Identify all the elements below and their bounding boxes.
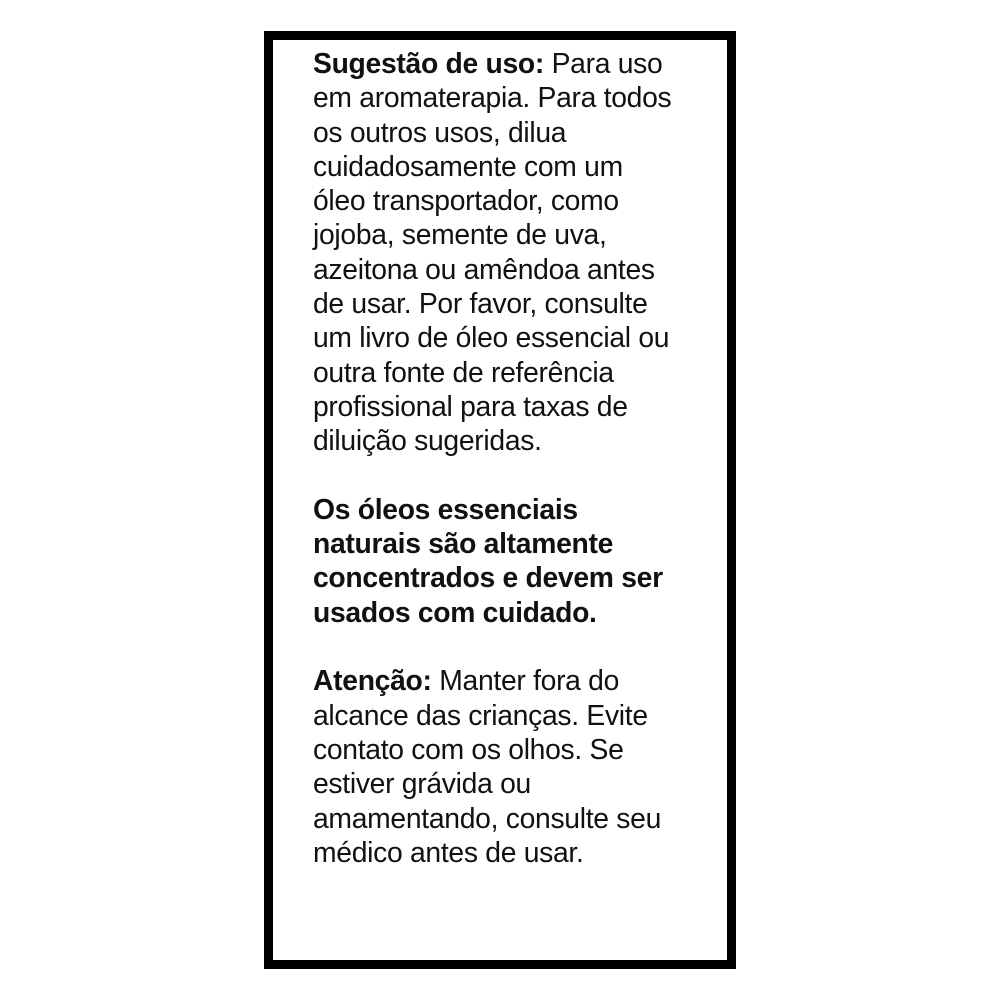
usage-line-1 [313, 46, 713, 80]
warning-heading: Atenção: [313, 664, 432, 697]
usage-heading: Sugestão de uso: [313, 47, 545, 79]
usage-line-4: cuidadosamente com um [313, 149, 623, 182]
warning-line-2: alcance das crianças. Evite [313, 698, 648, 731]
notice-section [313, 492, 713, 629]
usage-section [313, 46, 713, 458]
usage-line-9: um livro de óleo essencial ou [313, 321, 670, 354]
warning-line-1 [313, 663, 713, 697]
warning-line-3: contato com os olhos. Se [313, 732, 624, 765]
notice-line-4: usados com cuidado. [313, 595, 597, 628]
usage-line-11: profissional para taxas de [313, 389, 628, 422]
usage-text: Para uso [544, 47, 663, 79]
warning-section [313, 663, 713, 869]
warning-text: Manter fora do [431, 664, 620, 697]
usage-line-2: em aromaterapia. Para todos [313, 81, 672, 114]
paragraph-spacer [313, 629, 713, 663]
usage-line-10: outra fonte de referência [313, 355, 614, 388]
warning-line-5: amamentando, consulte seu [313, 801, 662, 834]
notice-line-2: naturais são altamente [313, 527, 614, 560]
warning-line-4: estiver grávida ou [313, 767, 531, 800]
usage-line-8: de usar. Por favor, consulte [313, 287, 648, 320]
usage-line-7: azeitona ou amêndoa antes [313, 252, 655, 285]
usage-line-6: jojoba, semente de uva, [313, 218, 607, 251]
notice-line-3: concentrados e devem ser [313, 561, 663, 594]
warning-line-6: médico antes de usar. [313, 835, 584, 868]
notice-line-1: Os óleos essenciais [313, 492, 578, 525]
usage-line-12: diluição sugeridas. [313, 424, 542, 457]
paragraph-spacer [313, 458, 713, 492]
usage-line-3: os outros usos, dilua [313, 115, 567, 148]
label-text [313, 46, 713, 869]
usage-line-5: óleo transportador, como [313, 184, 619, 217]
product-label [264, 31, 736, 969]
